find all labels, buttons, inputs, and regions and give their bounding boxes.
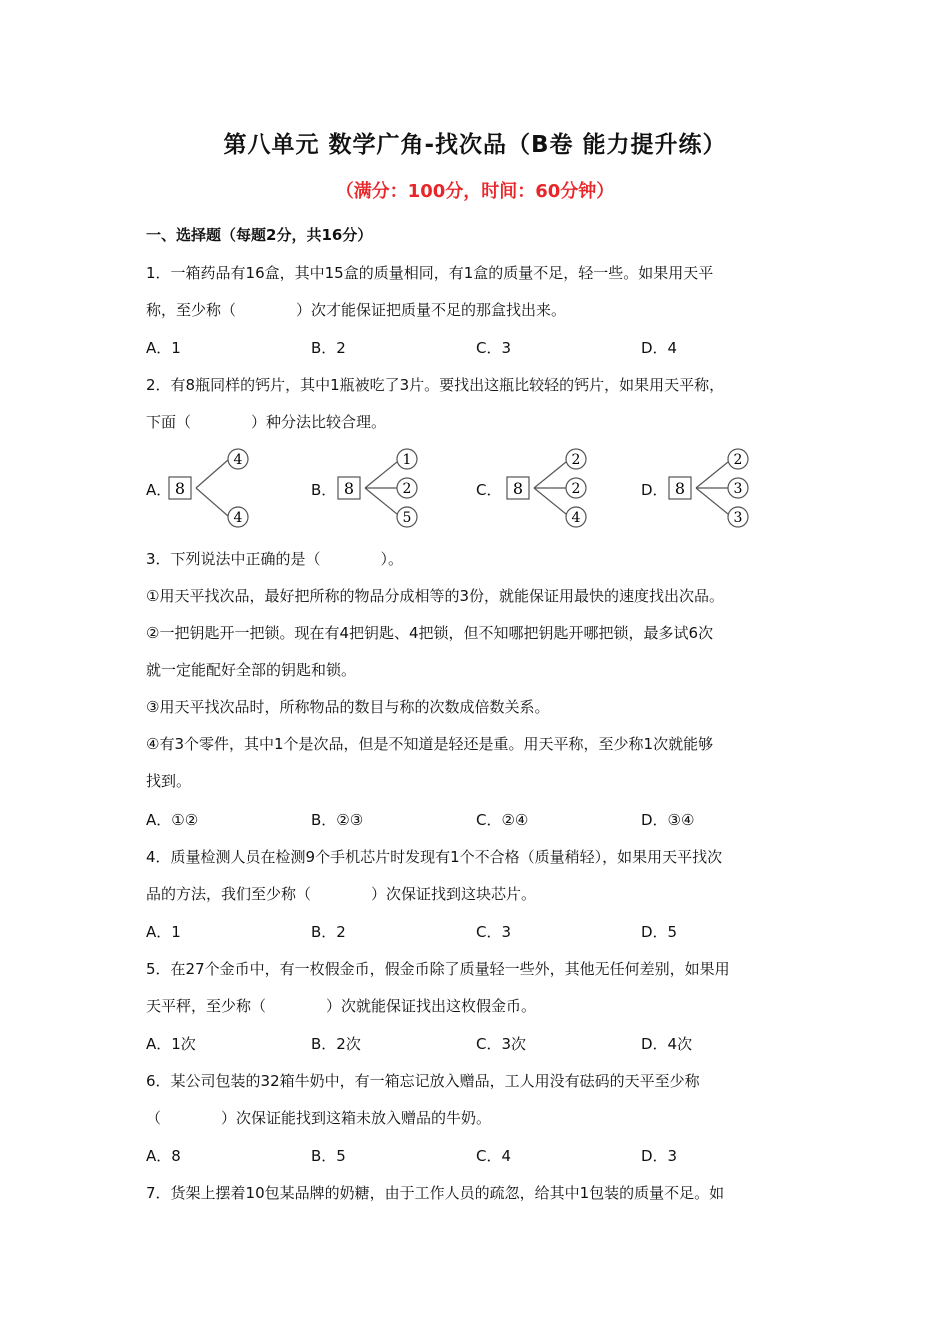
question-1-line-1: 1．一箱药品有16盒，其中15盒的质量相同，有1盒的质量不足，轻一些。如果用天平 <box>146 264 714 282</box>
question-4-line-2: 品的方法，我们至少称（ ）次保证找到这块芯片。 <box>146 885 537 903</box>
option-b-diagram <box>311 446 451 530</box>
option-c: C．3 <box>476 923 512 941</box>
group-circle: 4 <box>233 510 243 526</box>
option-a: A．8 <box>146 1147 181 1165</box>
group-box-total: 8 <box>174 479 186 498</box>
group-circle: 2 <box>571 452 581 468</box>
option-d: D．3 <box>641 1147 678 1165</box>
option-b: B．5 <box>311 1147 346 1165</box>
question-3-options <box>146 809 806 831</box>
group-circle: 1 <box>402 452 412 468</box>
option-c: C．3 <box>476 339 512 357</box>
option-a: A．1 <box>146 923 181 941</box>
exam-info: （满分：100分，时间：60分钟） <box>335 181 615 202</box>
option-c-diagram <box>476 446 616 530</box>
section-heading: 一、选择题（每题2分，共16分） <box>146 226 373 244</box>
group-box-total: 8 <box>512 479 524 498</box>
option-a: A．1次 <box>146 1035 196 1053</box>
group-box-total: 8 <box>343 479 355 498</box>
question-3-line-6: ④有3个零件，其中1个是次品，但是不知道是轻还是重。用天平称，至少称1次就能够 <box>146 735 714 753</box>
question-5-line-2: 天平秤，至少称（ ）次就能保证找出这枚假金币。 <box>146 997 537 1015</box>
group-circle: 2 <box>733 452 743 468</box>
group-circle: 3 <box>733 481 743 497</box>
question-3-line-4: 就一定能配好全部的钥匙和锁。 <box>146 661 357 679</box>
option-d-diagram <box>641 446 781 530</box>
split-diagram-a <box>146 446 286 530</box>
question-3-line-1: 3．下列说法中正确的是（ ）。 <box>146 550 404 568</box>
group-circle: 4 <box>233 452 243 468</box>
option-c: C．3次 <box>476 1035 527 1053</box>
group-circle: 2 <box>402 481 412 497</box>
group-circle: 5 <box>402 510 412 526</box>
option-b: B．②③ <box>311 811 364 829</box>
option-b: B．2次 <box>311 1035 361 1053</box>
option-d: D．4次 <box>641 1035 693 1053</box>
question-3-line-2: ①用天平找次品，最好把所称的物品分成相等的3份，就能保证用最快的速度找出次品。 <box>146 587 724 605</box>
option-d-label: D． <box>641 481 668 499</box>
option-c-label: C． <box>476 481 502 499</box>
option-a: A．①② <box>146 811 199 829</box>
split-diagram-b <box>311 446 451 530</box>
option-d: D．③④ <box>641 811 695 829</box>
option-d: D．5 <box>641 923 678 941</box>
option-b: B．2 <box>311 923 346 941</box>
question-2-line-2: 下面（ ）种分法比较合理。 <box>146 413 387 431</box>
question-4-line-1: 4．质量检测人员在检测9个手机芯片时发现有1个不合格（质量稍轻），如果用天平找次 <box>146 848 723 866</box>
split-diagram-d <box>641 446 781 530</box>
option-d: D．4 <box>641 339 678 357</box>
option-c: C．4 <box>476 1147 512 1165</box>
question-2-line-1: 2．有8瓶同样的钙片，其中1瓶被吃了3片。要找出这瓶比较轻的钙片，如果用天平称， <box>146 376 725 394</box>
split-diagram-c <box>476 446 616 530</box>
question-1-options <box>146 337 806 359</box>
option-c: C．②④ <box>476 811 529 829</box>
option-b-label: B． <box>311 481 337 499</box>
question-3-line-5: ③用天平找次品时，所称物品的数目与称的次数成倍数关系。 <box>146 698 550 716</box>
question-6-line-2: （ ）次保证能找到这箱未放入赠品的牛奶。 <box>146 1109 492 1127</box>
question-3-line-3: ②一把钥匙开一把锁。现在有4把钥匙、4把锁，但不知哪把钥匙开哪把锁，最多试6次 <box>146 624 714 642</box>
group-circle: 2 <box>571 481 581 497</box>
question-7-line-1: 7．货架上摆着10包某品牌的奶糖，由于工作人员的疏忽，给其中1包装的质量不足。如 <box>146 1184 725 1202</box>
question-6-options <box>146 1145 806 1167</box>
option-b: B．2 <box>311 339 346 357</box>
group-box-total: 8 <box>674 479 686 498</box>
question-1-line-2: 称，至少称（ ）次才能保证把质量不足的那盒找出来。 <box>146 301 567 319</box>
group-circle: 4 <box>571 510 581 526</box>
question-5-options <box>146 1033 806 1055</box>
option-a-label: A． <box>146 481 172 499</box>
option-a-diagram <box>146 446 286 530</box>
question-6-line-1: 6．某公司包装的32箱牛奶中，有一箱忘记放入赠品，工人用没有砝码的天平至少称 <box>146 1072 700 1090</box>
group-circle: 3 <box>733 510 743 526</box>
page-title: 第八单元 数学广角-找次品（B卷 能力提升练） <box>223 132 727 158</box>
option-a: A．1 <box>146 339 181 357</box>
question-3-line-7: 找到。 <box>146 772 192 790</box>
question-5-line-1: 5．在27个金币中，有一枚假金币，假金币除了质量轻一些外，其他无任何差别，如果用 <box>146 960 730 978</box>
question-4-options <box>146 921 806 943</box>
